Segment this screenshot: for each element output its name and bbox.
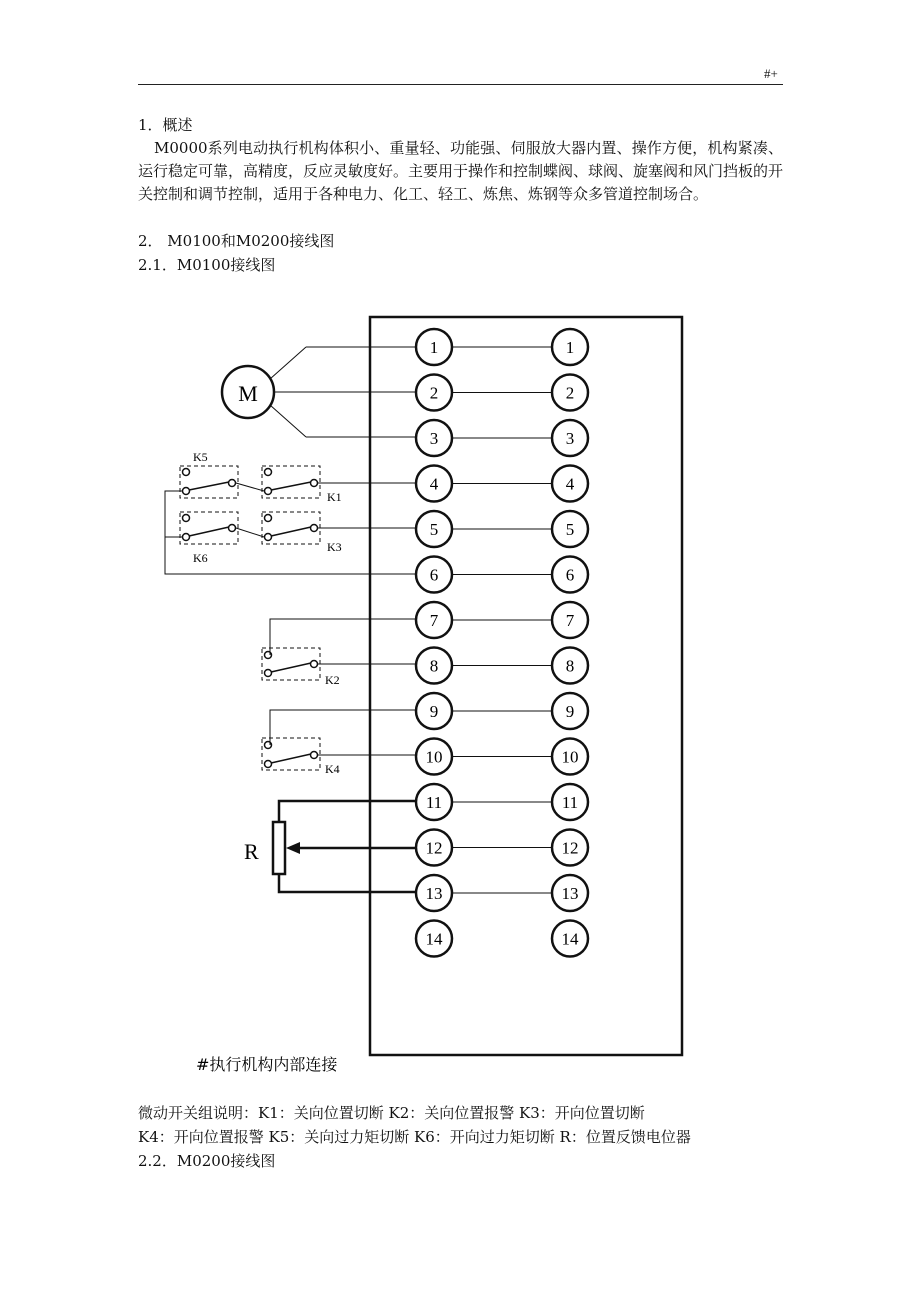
motor-wire-1 xyxy=(270,347,306,379)
left-terminal-label: 10 xyxy=(425,747,443,767)
left-terminal-label: 3 xyxy=(429,429,439,448)
right-terminal-label: 9 xyxy=(565,702,575,721)
terminal-group xyxy=(416,329,588,957)
motor-wire-3 xyxy=(270,405,306,437)
section2-heading: 2． M0100和M0200接线图 xyxy=(138,232,335,250)
left-terminal-label: 12 xyxy=(425,838,443,858)
switch-k5-label: K5 xyxy=(193,450,208,464)
switch-k3-label: K3 xyxy=(327,540,342,554)
section1-paragraph: M0000系列电动执行机构体积小、重量轻、功能强、伺服放大器内置、操作方便，机构紧凑、运行稳定可靠，高精度，反应灵敏度好。主要用于操作和控制蝶阀、球阀、旋塞阀和风门挡板的开关控制和调节控制，适用于各种电力、化工、轻工、炼焦、炼钢等众多管道控制场合。 xyxy=(138,139,784,203)
legend-line-2: K4：开向位置报警 K5：关向过力矩切断 K6：开向过力矩切断 R：位置反馈电位器 xyxy=(138,1128,691,1146)
wiper-arrow-icon xyxy=(286,842,300,854)
left-terminal-label: 13 xyxy=(425,884,443,903)
switch-k1-label: K1 xyxy=(327,490,342,504)
left-terminal-label: 7 xyxy=(429,611,439,630)
right-terminal-label: 11 xyxy=(561,793,579,812)
right-terminal-label: 6 xyxy=(565,565,575,585)
resistor-label: R xyxy=(244,839,259,864)
right-terminal-label: 10 xyxy=(561,747,579,767)
switch-k2-label: K2 xyxy=(325,673,340,687)
left-terminal-label: 2 xyxy=(429,383,439,403)
left-terminal-label: 9 xyxy=(429,702,439,721)
left-terminal-label: 11 xyxy=(425,793,443,812)
right-terminal-label: 2 xyxy=(565,383,575,403)
page-header-mark: #+ xyxy=(764,66,778,81)
diagram-caption: #执行机构内部连接 xyxy=(196,1055,338,1074)
section1-heading: 1．概述 xyxy=(138,116,193,134)
switch-k6-label: K6 xyxy=(193,551,208,565)
left-terminal-label: 4 xyxy=(429,474,439,494)
right-terminal-label: 14 xyxy=(561,929,579,949)
right-terminal-label: 4 xyxy=(565,474,575,494)
right-terminal-label: 13 xyxy=(561,884,579,903)
switch-k4-label: K4 xyxy=(325,762,340,776)
right-terminal-label: 3 xyxy=(565,429,575,448)
left-terminal-label: 8 xyxy=(429,656,439,676)
right-terminal-label: 8 xyxy=(565,656,575,676)
right-terminal-label: 1 xyxy=(565,338,575,357)
potentiometer-icon xyxy=(273,822,285,874)
motor-label: M xyxy=(238,381,258,406)
right-terminal-label: 7 xyxy=(565,611,575,630)
section22-heading: 2.2．M0200接线图 xyxy=(138,1152,276,1170)
left-terminal-label: 1 xyxy=(429,338,439,357)
section21-heading: 2.1．M0100接线图 xyxy=(138,256,276,274)
right-terminal-label: 12 xyxy=(561,838,579,858)
right-terminal-label: 5 xyxy=(565,520,575,539)
legend-line-1: 微动开关组说明：K1：关向位置切断 K2：关向位置报警 K3：开向位置切断 xyxy=(138,1104,645,1122)
left-terminal-label: 5 xyxy=(429,520,439,539)
left-terminal-label: 6 xyxy=(429,565,439,585)
left-terminal-label: 14 xyxy=(425,929,443,949)
